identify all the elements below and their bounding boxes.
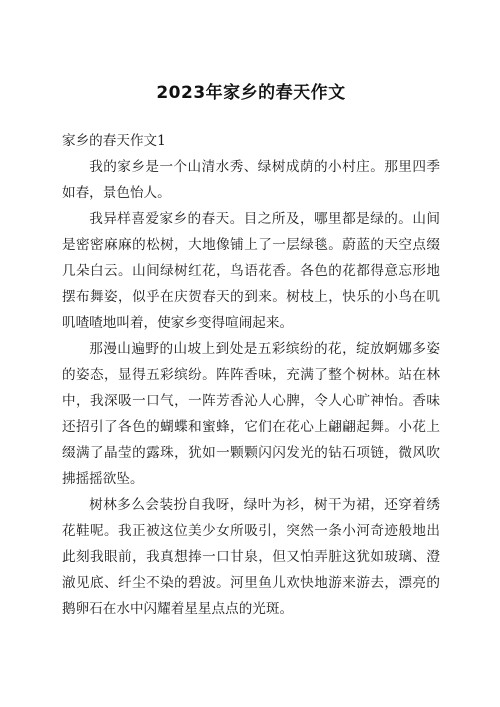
paragraph-1: 我的家乡是一个山清水秀、绿树成荫的小村庄。那里四季如春，景色怡人。 [62,159,440,201]
paragraph-3: 那漫山遍野的山坡上到处是五彩缤纷的花，绽放婀娜多姿的姿态，显得五彩缤纷。阵阵香味，充满了整个树林。站在林中，我深吸一口气，一阵芳香沁人心脾，令人心旷神怡。香味还招引了各色的蝴蝶和蜜蜂，它们在花心上翩翩起舞。小花上缀满了晶莹的露珠，犹如一颗颗闪闪发光的钻石项链，微风吹拂摇摇欲坠。 [62,341,440,487]
paragraph-2: 我异样喜爱家乡的春天。目之所及，哪里都是绿的。山间是密密麻麻的松树，大地像铺上了一层绿毯。蔚蓝的天空点缀几朵白云。山间绿树红花，鸟语花香。各色的花都得意忘形地摆布舞姿，似乎在庆贺春天的到来。树枝上，快乐的小鸟在叽叽喳喳地叫着，使家乡变得喧闹起来。 [62,211,440,331]
paragraph-4: 树林多么会装扮自我呀，绿叶为衫，树干为裙，还穿着绣花鞋呢。我正被这位美少女所吸引，突然一条小河奇迹般地出此刻我眼前，我真想捧一口甘泉，但又怕弄脏这犹如玻璃、澄澈见底、纤尘不染的碧波。河里鱼儿欢快地游来游去，漂亮的鹅卵石在水中闪耀着星星点点的光斑。 [62,497,440,617]
document-title: 2023年家乡的春天作文 [156,83,346,103]
section-heading: 家乡的春天作文1 [62,133,166,149]
